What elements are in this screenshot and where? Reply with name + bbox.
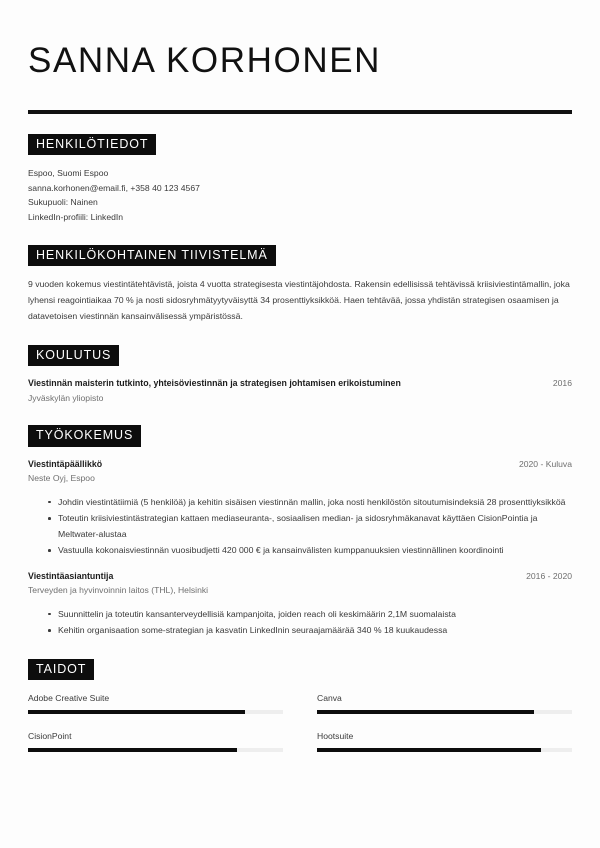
page-title: SANNA KORHONEN xyxy=(28,41,382,80)
list-item: Suunnittelin ja toteutin kansanterveydellisiä kampanjoita, joiden reach oli keskimäärin 2,1M suomalaista xyxy=(48,607,572,622)
experience-job-title: Viestintäasiantuntija xyxy=(28,570,114,581)
skill-label: Adobe Creative Suite xyxy=(28,693,110,704)
experience-employer: Neste Oyj, Espoo xyxy=(28,473,95,484)
experience-entry-header xyxy=(28,570,572,583)
section-heading-personal-details: HENKILÖTIEDOT xyxy=(28,134,156,155)
list-item: Johdin viestintätiimiä (5 henkilöä) ja kehitin sisäisen viestinnän mallin, joka nosti henkilöstön sitoutumisindeksiä 28 prosenttiyksikköä xyxy=(48,495,572,510)
skill-item xyxy=(317,730,572,752)
section-heading-education: KOULUTUS xyxy=(28,345,119,366)
section-experience xyxy=(28,425,572,639)
section-education xyxy=(28,345,572,405)
experience-bullet-list xyxy=(28,607,572,639)
experience-bullet-list xyxy=(28,495,572,559)
skill-label: Canva xyxy=(317,693,342,704)
skill-progress-fill xyxy=(28,748,237,752)
section-heading-summary: HENKILÖKOHTAINEN TIIVISTELMÄ xyxy=(28,245,276,266)
section-heading-experience: TYÖKOKEMUS xyxy=(28,425,141,446)
experience-job-title: Viestintäpäällikkö xyxy=(28,458,103,469)
skill-progress-fill xyxy=(317,710,534,714)
skills-grid xyxy=(28,692,572,752)
list-item: Vastuulla kokonaisviestinnän vuosibudjetti 420 000 € ja kansainvälisten kumppanuuksien viestinnällinen koordinointi xyxy=(48,543,572,558)
experience-entry-header xyxy=(28,458,572,471)
experience-entry xyxy=(28,458,572,559)
skill-progress-fill xyxy=(317,748,541,752)
education-entry xyxy=(28,377,572,405)
summary-paragraph: 9 vuoden kokemus viestintätehtävistä, joista 4 vuotta strategisesta viestintäjohdosta. Rakensin edellisissä tehtävissä kriisiviestintämallin, joka lyhensi reagointiaikaa 70 % ja nosti sidosryhmätyytyväisyttä 34 prosenttiyksikköä. Haen tehtävää, jossa yhdistän strategisen osaamisen ja datavetoisen viestinnän kansainvälisessä ympäristössä. xyxy=(28,279,570,322)
skill-item xyxy=(28,730,283,752)
education-degree-title: Viestinnän maisterin tutkinto, yhteisöviestinnän ja strategisen johtamisen erikoistuminen xyxy=(28,378,401,389)
skill-progress-fill xyxy=(28,710,245,714)
skill-progress-track xyxy=(317,748,572,752)
contact-email-phone: sanna.korhonen@email.fi, +358 40 123 4567 xyxy=(28,182,200,193)
header-divider xyxy=(28,110,572,114)
skill-progress-track xyxy=(317,710,572,714)
contact-gender: Sukupuoli: Nainen xyxy=(28,197,98,208)
contact-linkedin: LinkedIn-profiili: LinkedIn xyxy=(28,212,124,223)
education-institution: Jyväskylän yliopisto xyxy=(28,392,104,403)
list-item: Toteutin kriisiviestintästrategian kattaen mediaseuranta-, sosiaalisen median- ja sidosryhmäkanavat käyttäen CisionPointia ja Meltwater-alustaa xyxy=(48,511,572,542)
section-personal-details xyxy=(28,134,572,226)
skill-label: Hootsuite xyxy=(317,731,354,742)
section-skills xyxy=(28,659,572,752)
skill-label: CisionPoint xyxy=(28,731,72,742)
experience-entry xyxy=(28,570,572,639)
contact-details-list xyxy=(28,166,572,225)
skill-progress-track xyxy=(28,710,283,714)
section-heading-skills: TAIDOT xyxy=(28,659,94,680)
experience-date: 2016 - 2020 xyxy=(526,570,572,581)
skill-item xyxy=(28,692,283,714)
section-summary xyxy=(28,245,572,325)
experience-date: 2020 - Kuluva xyxy=(518,458,572,469)
experience-employer: Terveyden ja hyvinvoinnin laitos (THL), Helsinki xyxy=(28,585,209,596)
education-entry-header xyxy=(28,377,572,390)
list-item: Kehitin organisaation some-strategian ja kasvatin LinkedInin seuraajamäärää 340 % 18 kuukaudessa xyxy=(48,623,572,638)
education-date: 2016 xyxy=(552,378,572,389)
contact-location: Espoo, Suomi Espoo xyxy=(28,167,109,178)
skill-item xyxy=(317,692,572,714)
skill-progress-track xyxy=(28,748,283,752)
